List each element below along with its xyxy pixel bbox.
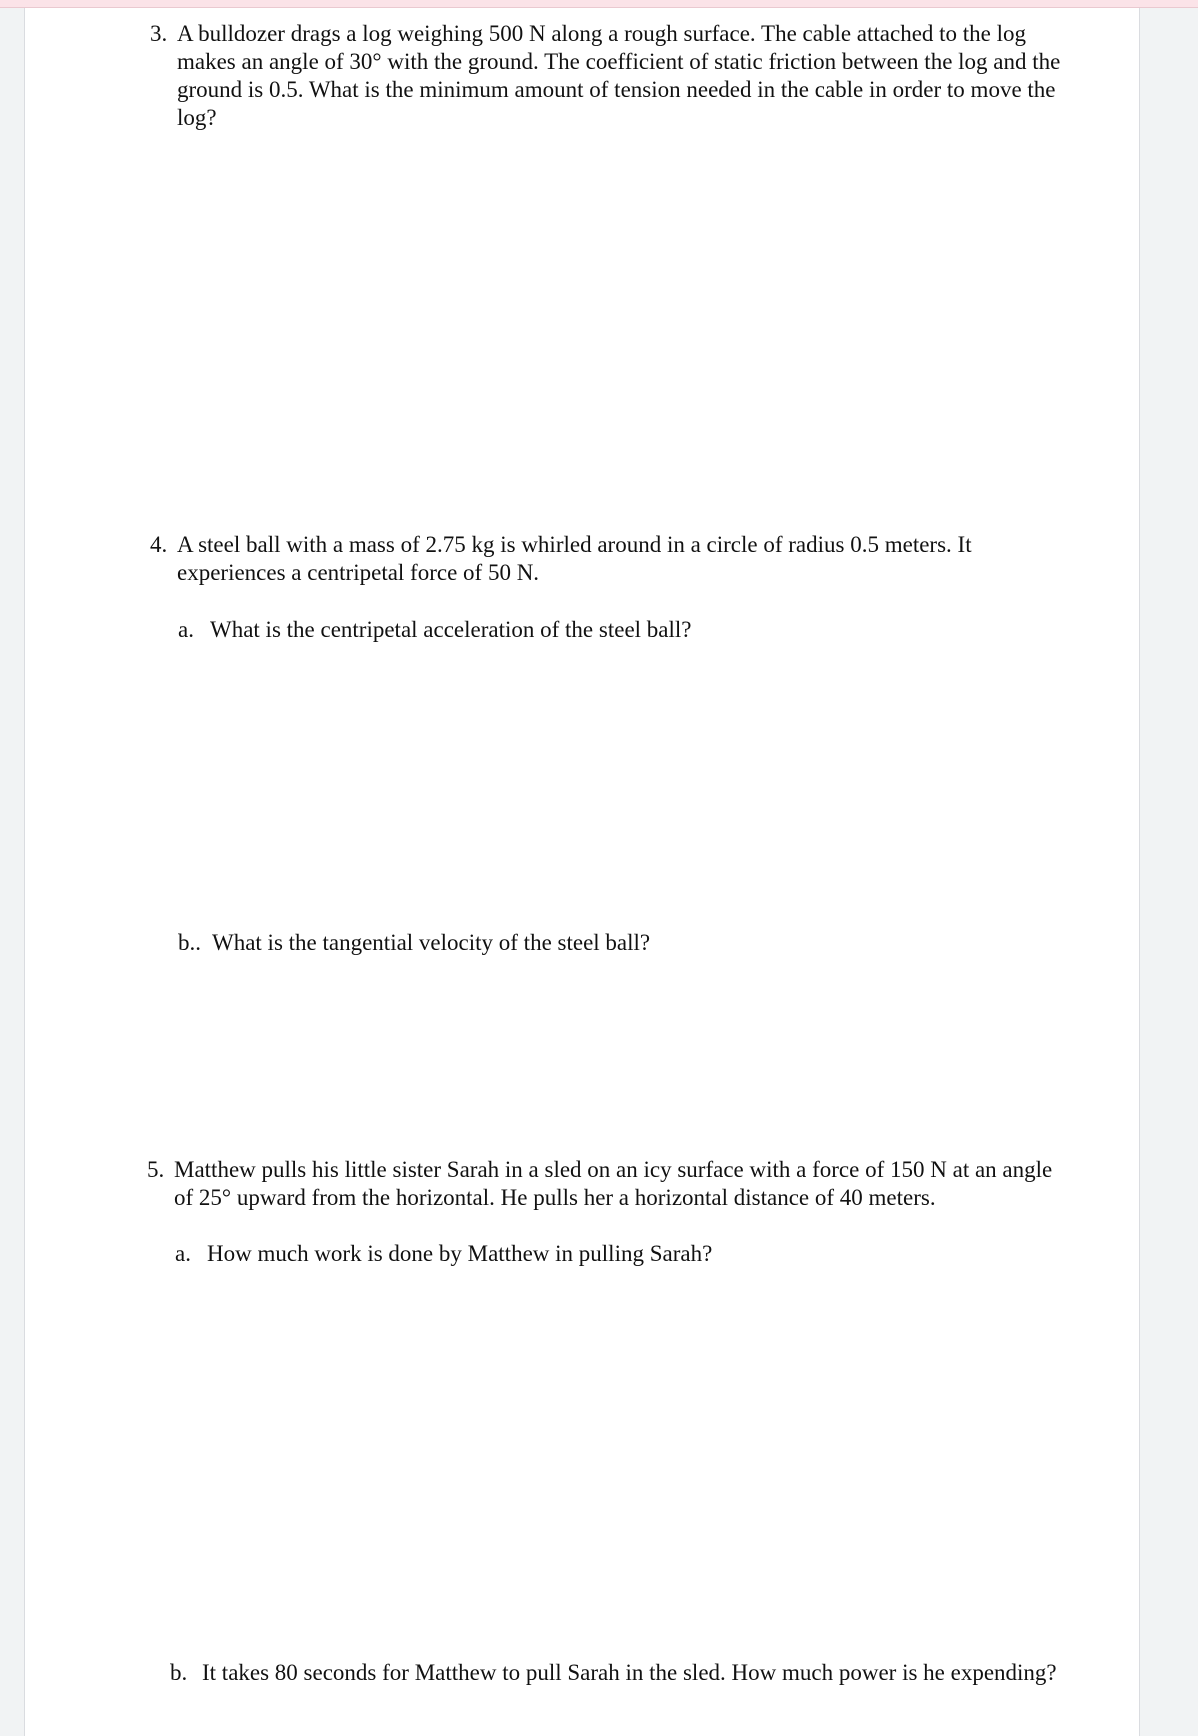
question-5a — [175, 1240, 1055, 1268]
question-5b — [170, 1659, 1070, 1687]
question-5b-text: It takes 80 seconds for Matthew to pull Sarah in the sled. How much power is he expending? — [202, 1660, 1057, 1685]
question-4a — [178, 616, 1058, 644]
question-3-text: A bulldozer drags a log weighing 500 N along a rough surface. The cable attached to the log makes an angle of 30° with the ground. The coefficient of static friction between the log and the ground is 0.5. What is the minimum amount of tension needed in the cable in order to move the log? — [177, 21, 1061, 130]
question-5 — [147, 1156, 1067, 1212]
question-5b-marker: b. — [170, 1660, 188, 1685]
question-4-number: 4. — [150, 532, 168, 557]
question-5a-marker: a. — [175, 1241, 191, 1266]
question-3 — [150, 20, 1070, 132]
question-5-number: 5. — [147, 1157, 165, 1182]
document-page — [24, 8, 1140, 1736]
question-4-text: A steel ball with a mass of 2.75 kg is whirled around in a circle of radius 0.5 meters. It experiences a centripetal force of 50 N. — [177, 532, 972, 585]
question-4b-marker: b.. — [178, 930, 201, 955]
question-5-text: Matthew pulls his little sister Sarah in a sled on an icy surface with a force of 150 N at an angle of 25° upward from the horizontal. He pulls her a horizontal distance of 40 meters. — [174, 1157, 1053, 1210]
window-top-bar — [0, 0, 1198, 8]
question-5a-text: How much work is done by Matthew in pulling Sarah? — [207, 1241, 713, 1266]
question-4b — [178, 929, 1058, 957]
question-4 — [150, 531, 1070, 587]
question-4a-marker: a. — [178, 617, 194, 642]
question-3-number: 3. — [150, 21, 168, 46]
question-4b-text: What is the tangential velocity of the steel ball? — [212, 930, 651, 955]
question-4a-text: What is the centripetal acceleration of the steel ball? — [210, 617, 692, 642]
